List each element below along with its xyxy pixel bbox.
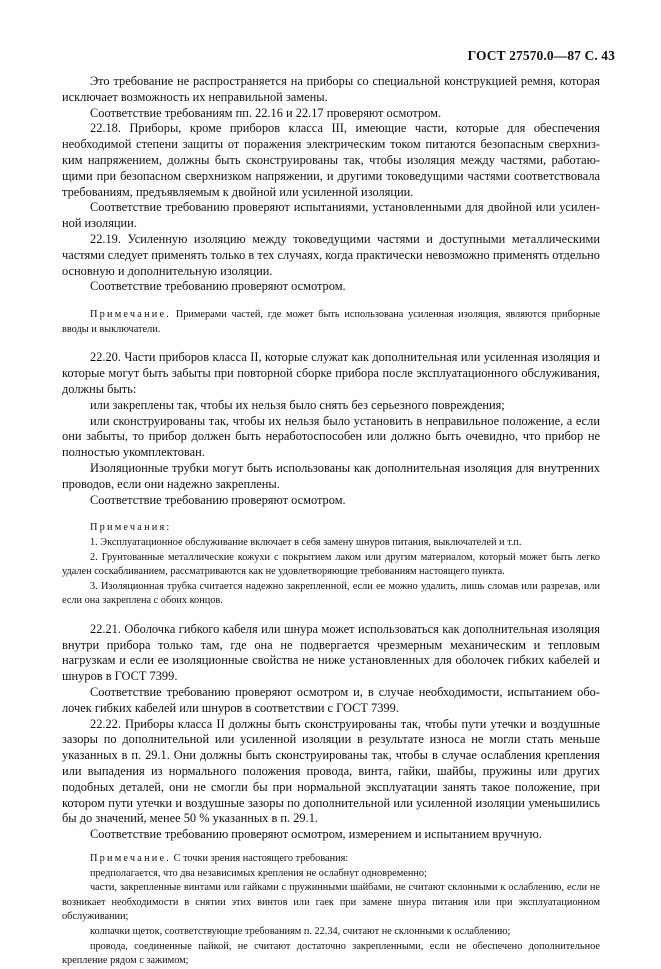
note-3 — [62, 852, 600, 867]
note-item: предполагается, что два независимых крепления не ослабнут одновременно; — [90, 867, 427, 879]
paragraph-22-18: 22.18. Приборы, кроме приборов класса III, имеющие части, которые для обеспечения необходимой степени защиты от поражения электрическим током питаются безопасным сверхнизким напряжением, должны быть сконструированы так, чтобы изоляция между частями, работающими при безопасном сверхнизком напряжении, и другими токоведущими частями соответствовала требованиям, предъявляемым к двойной или усиленной изоляции. — [62, 121, 600, 199]
note-label: Примечание. — [90, 853, 172, 865]
paragraph: или сконструированы так, чтобы их нельзя было установить в неправильное положение, а если они забыты, то прибор должен быть неработоспособен или должно быть очевидно, что прибор не полностью укомплектован. — [62, 413, 600, 460]
notes-2-label: Примечания: — [90, 522, 172, 534]
note-label: Примечание. — [90, 309, 172, 321]
paragraph-22-21: 22.21. Оболочка гибкого кабеля или шнура может использоваться как дополнительная изоляция внутри прибора только там, где она не подвергается чрезмерным механическим и тепловым нагрузкам и если ее изоляционные свойства не ниже установленных для оболочек гибких кабелей и шнуров в ГОСТ 7399. — [62, 621, 600, 684]
note-item: 3. Изоляционная трубка считается надежно закрепленной, если ее можно удалить, лишь сломав или разрезав, или если она закреплена с обоих концов. — [62, 580, 600, 607]
note-item: колпачки щеток, соответствующие требованиям п. 22.34, считают не склонными к ослаблению; — [90, 926, 511, 937]
note-text: Примерами частей, где может быть использована усиленная изоляция, являются приборные вводы и выключатели. — [62, 309, 600, 335]
page-content — [62, 74, 600, 969]
paragraph: Это требование не распространяется на приборы со специальной конструкцией ремня, которая исключает возможность их неправильной замены. — [62, 74, 600, 104]
paragraph: Изоляционные трубки могут быть использованы как дополнительная изоляция для внутренних проводов, если они надежно закреплены. — [62, 460, 600, 491]
paragraph: Соответствие требованиям пп. 22.16 и 22.17 проверяют осмотром. — [90, 105, 442, 120]
note-item: 2. Грунтованные металлические кожухи с покрытием лаком или другим материалом, который может быть легко удален соскабливанием, рассматриваются как не удовлетворяющие требованиям настоящего пункта. — [62, 551, 600, 578]
note-1 — [62, 308, 600, 337]
note-text: С точки зрения настоящего требования: — [171, 853, 349, 865]
paragraph-22-20: 22.20. Части приборов класса II, которые служат как дополнительная или усиленная изоляция и которые могут быть забыты при повторной сборке прибора после эксплуатационного обслуживания, должны быть: — [62, 350, 600, 396]
paragraph: или закреплены так, чтобы их нельзя было снять без серьезного повреждения; — [90, 397, 505, 412]
paragraph: Соответствие требованию проверяют осмотром. — [90, 492, 346, 507]
note-item: части, закрепленные винтами или гайками с пружинными шайбами, не считают склонными к ослаблению, если не возникает необходимости в снятии этих винтов или гаек при замене шнура питания или при эксплуатационном обслуживании; — [62, 882, 600, 923]
paragraph: Соответствие требованию проверяют осмотром. — [90, 279, 346, 294]
note-item: 1. Эксплуатационное обслуживание включает в себя замену шнуров питания, выключателей и т.п. — [90, 536, 522, 548]
paragraph: Соответствие требованию проверяют осмотром, измерением и испытанием вручную. — [90, 827, 542, 842]
page-header: ГОСТ 27570.0—87 С. 43 — [467, 48, 615, 63]
paragraph-22-22: 22.22. Приборы класса II должны быть сконструированы так, чтобы пути утечки и воздушные зазоры по дополнительной или усиленной изоляции в результате износа не могли стать меньше указанных в п. 29.1. Они должны быть сконструированы так, чтобы в случае ослабления крепления или выпадения из нормального положения провода, винта, гайки, шайбы, пружины или других подобных деталей, они не смогли бы при нормальной эксплуатации занять такое положение, при котором пути утечки и воздушные зазоры по дополнительной или усиленной изоляции уменьшились бы до значений, менее 50 % указанных в п. 29.1. — [62, 716, 600, 826]
paragraph-22-19: 22.19. Усиленную изоляцию между токоведущими частями и доступными металлическими частями следует применять только в тех случаях, когда практически невозможно применять отдельно основную и дополнительную изоляции. — [62, 231, 600, 278]
paragraph: Соответствие требованию проверяют осмотром и, в случае необходимости, испытанием оболочек гибких кабелей или шнуров в соответствии с ГОСТ 7399. — [62, 685, 600, 715]
note-item: провода, соединенные пайкой, не считают достаточно закрепленными, если не обеспечено дополнительное крепление рядом с зажимом; — [62, 940, 600, 967]
paragraph: Соответствие требованию проверяют испытаниями, установленными для двойной или усиленной изоляции. — [62, 200, 600, 231]
